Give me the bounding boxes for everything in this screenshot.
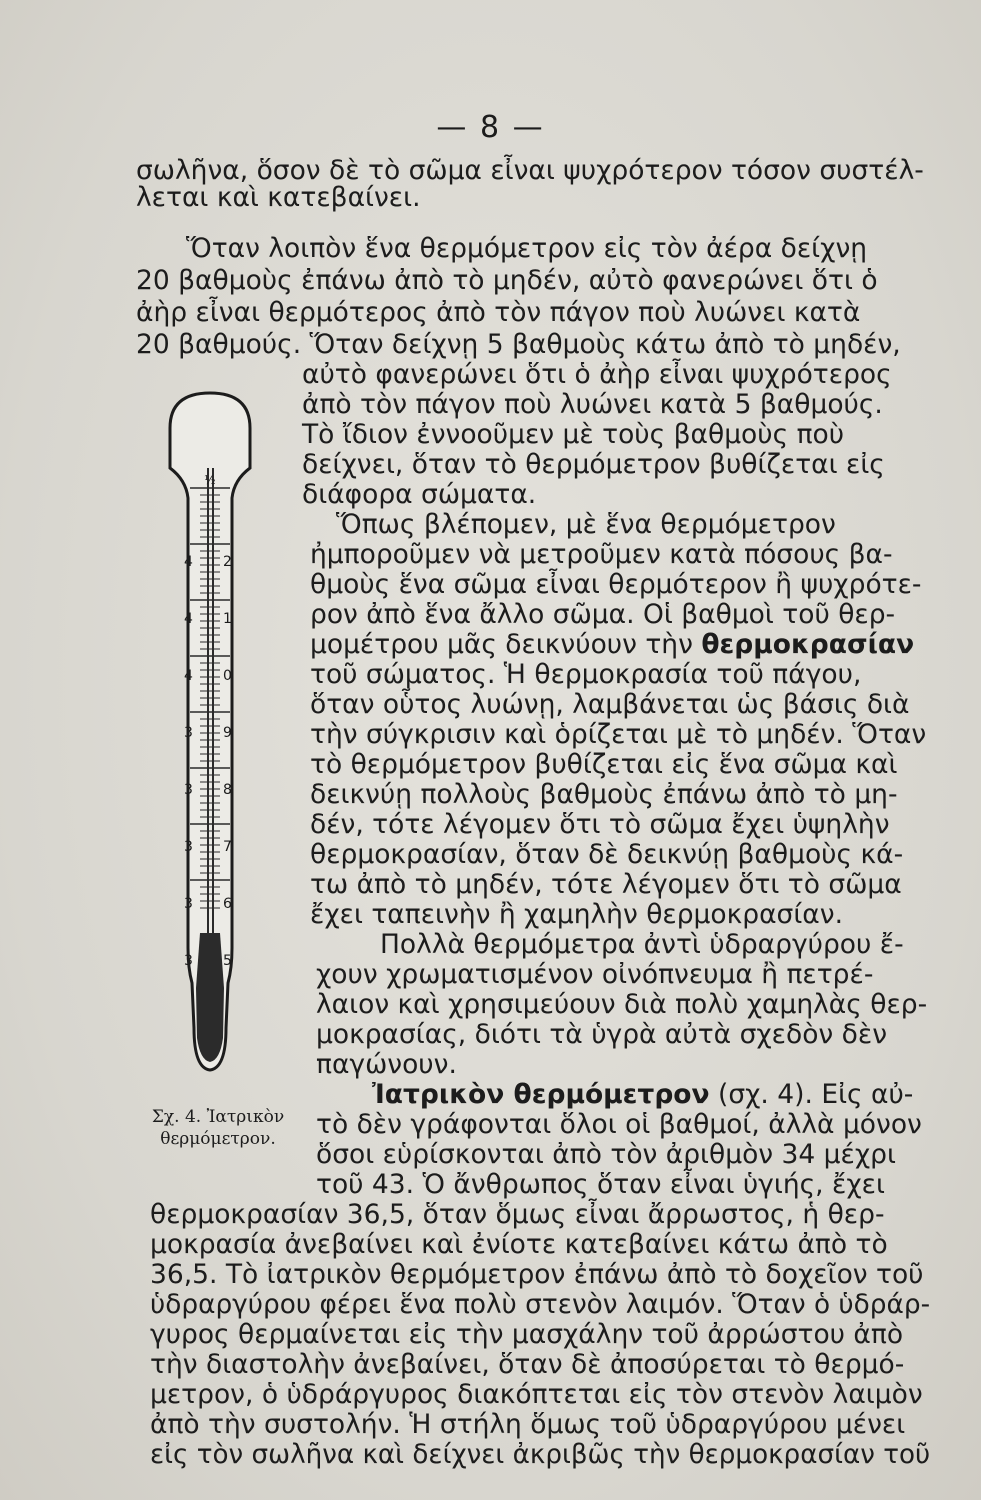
text-line bbox=[310, 869, 902, 900]
text-span: μετρον, ὁ ὑδράργυρος διακόπτεται εἰς τὸν στενὸν λαιμὸν bbox=[150, 1379, 923, 1410]
text-span: ἔχει ταπεινὴν ἢ χαμηλὴν θερμοκρασίαν. bbox=[310, 899, 843, 930]
text-line bbox=[186, 233, 868, 264]
text-line bbox=[310, 809, 890, 840]
text-span: μοκρασίας, διότι τὰ ὑγρὰ αὐτὰ σχεδὸν δὲν bbox=[316, 1019, 887, 1050]
text-span: 20 βαθμοὺς ἐπάνω ἀπὸ τὸ μηδέν, αὐτὸ φανερώνει ὅτι ὁ bbox=[136, 265, 878, 296]
text-span: 20 βαθμούς. Ὅταν δείχνῃ 5 βαθμοὺς κάτω ἀπὸ τὸ μηδέν, bbox=[136, 329, 901, 360]
text-line bbox=[302, 419, 845, 450]
text-line bbox=[316, 1139, 896, 1170]
text-line bbox=[316, 1049, 457, 1080]
text-span: δεικνύῃ πολλοὺς βαθμοὺς ἐπάνω ἀπὸ τὸ μη- bbox=[310, 779, 898, 810]
text-span: λεται καὶ κατεβαίνει. bbox=[136, 182, 421, 213]
scale-label-left: 3 bbox=[184, 725, 193, 741]
text-span: παγώνουν. bbox=[316, 1049, 457, 1080]
text-line bbox=[372, 1079, 914, 1110]
text-span: τὸ δὲν γράφονται ὅλοι οἱ βαθμοί, ἀλλὰ μόνον bbox=[316, 1109, 922, 1140]
figure-caption: Σχ. 4. Ἰατρικὸν θερμόμετρον. bbox=[151, 1107, 285, 1150]
text-line bbox=[150, 1379, 923, 1410]
text-span: ρον ἀπὸ ἕνα ἄλλο σῶμα. Οἱ βαθμοὶ τοῦ θερ- bbox=[310, 599, 896, 630]
scale-label-right: 2 bbox=[223, 554, 232, 570]
text-span: γυρος θερμαίνεται εἰς τὴν μασχάλην τοῦ ἀρρώστου ἀπὸ bbox=[150, 1319, 904, 1350]
text-line bbox=[336, 509, 836, 540]
text-line bbox=[316, 1019, 887, 1050]
text-line bbox=[302, 359, 892, 390]
text-span: λαιον καὶ χρησιμεύουν διὰ πολὺ χαμηλὰς θερ- bbox=[316, 989, 928, 1020]
scale-label-left: 3 bbox=[184, 782, 193, 798]
text-line bbox=[302, 479, 537, 510]
text-span: εἰς τὸν σωλῆνα καὶ δείχνει ἀκριβῶς τὴν θερμοκρασίαν τοῦ bbox=[150, 1439, 931, 1470]
text-line bbox=[302, 389, 883, 420]
text-line bbox=[150, 1439, 931, 1470]
text-span: θερμοκρασίαν, ὅταν δὲ δεικνύῃ βαθμοὺς κά- bbox=[310, 839, 904, 870]
text-span: Ὅταν λοιπὸν ἕνα θερμόμετρον εἰς τὸν ἀέρα δείχνῃ bbox=[186, 233, 868, 264]
scale-label-right: 8 bbox=[223, 782, 232, 798]
scale-label-right: 7 bbox=[223, 839, 232, 855]
text-line bbox=[150, 1199, 885, 1230]
text-line bbox=[136, 297, 861, 328]
scale-label-right: 9 bbox=[223, 725, 232, 741]
text-line bbox=[150, 1409, 906, 1440]
bold-term: θερμοκρασίαν bbox=[701, 629, 915, 660]
scale-label-left: 4 bbox=[184, 554, 193, 570]
text-line bbox=[316, 1169, 885, 1200]
text-span: τὴν διαστολὴν ἀνεβαίνει, ὅταν δὲ ἀποσύρεται τὸ θερμό- bbox=[150, 1349, 905, 1380]
text-span: τω ἀπὸ τὸ μηδέν, τότε λέγομεν ὅτι τὸ σῶμα bbox=[310, 869, 902, 900]
text-line bbox=[310, 719, 927, 750]
text-span: τοῦ 43. Ὁ ἄνθρωπος ὅταν εἶναι ὑγιής, ἔχει bbox=[316, 1169, 885, 1200]
text-line bbox=[380, 929, 904, 960]
scale-label-right: 0 bbox=[223, 668, 232, 684]
text-line bbox=[150, 1289, 931, 1320]
scale-label-right: 5 bbox=[223, 953, 232, 969]
scale-label-right: 6 bbox=[223, 896, 232, 912]
text-line bbox=[310, 749, 898, 780]
text-line bbox=[150, 1229, 888, 1260]
text-span: ὅταν οὗτος λυώνῃ, λαμβάνεται ὡς βάσις διὰ bbox=[310, 689, 910, 720]
text-line bbox=[316, 959, 874, 990]
text-span: θερμοκρασίαν 36,5, ὅταν ὅμως εἶναι ἄρρωστος, ἡ θερ- bbox=[150, 1199, 885, 1230]
text-span: δέν, τότε λέγομεν ὅτι τὸ σῶμα ἔχει ὑψηλὴν bbox=[310, 809, 890, 840]
text-line bbox=[136, 265, 878, 296]
text-line bbox=[150, 1319, 904, 1350]
text-span: σωλῆνα, ὅσον δὲ τὸ σῶμα εἶναι ψυχρότερον τόσον συστέλ- bbox=[136, 155, 924, 186]
bold-term: Ἰατρικὸν θερμόμετρον bbox=[372, 1079, 710, 1110]
text-span: ὅσοι εὑρίσκονται ἀπὸ τὸν ἀριθμὸν 34 μέχρι bbox=[316, 1139, 896, 1170]
text-line bbox=[310, 539, 893, 570]
text-line bbox=[310, 899, 843, 930]
text-line bbox=[310, 839, 904, 870]
text-line bbox=[150, 1349, 905, 1380]
scale-label-left: 4 bbox=[184, 668, 193, 684]
text-span: ἀπὸ τὴν συστολήν. Ἡ στήλη ὅμως τοῦ ὑδραργύρου μένει bbox=[150, 1409, 906, 1440]
medical-thermometer-figure bbox=[150, 388, 290, 1088]
text-span: αὐτὸ φανερώνει ὅτι ὁ ἀὴρ εἶναι ψυχρότερος bbox=[302, 359, 892, 390]
thermometer-top-mark: ½ bbox=[204, 473, 216, 487]
scale-label-left: 3 bbox=[184, 953, 193, 969]
text-span: Τὸ ἴδιον ἐννοοῦμεν μὲ τοὺς βαθμοὺς ποὺ bbox=[302, 419, 845, 450]
text-line bbox=[302, 449, 885, 480]
text-span: τὸ θερμόμετρον βυθίζεται εἰς ἕνα σῶμα καὶ bbox=[310, 749, 898, 780]
text-line bbox=[316, 1109, 922, 1140]
text-span: θμοὺς ἕνα σῶμα εἶναι θερμότερον ἢ ψυχρότε- bbox=[310, 569, 922, 600]
text-span: Ὅπως βλέπομεν, μὲ ἕνα θερμόμετρον bbox=[336, 509, 836, 540]
scale-label-right: 1 bbox=[223, 611, 232, 627]
text-line bbox=[136, 155, 924, 186]
text-line bbox=[310, 779, 898, 810]
text-span: τὴν σύγκρισιν καὶ ὁρίζεται μὲ τὸ μηδέν. Ὅταν bbox=[310, 719, 927, 750]
text-span: ἀὴρ εἶναι θερμότερος ἀπὸ τὸν πάγον ποὺ λυώνει κατὰ bbox=[136, 297, 861, 328]
text-line bbox=[136, 182, 421, 213]
text-span: χουν χρωματισμένον οἰνόπνευμα ἢ πετρέ- bbox=[316, 959, 874, 990]
text-span: διάφορα σώματα. bbox=[302, 479, 537, 510]
text-span: μομέτρου μᾶς δεικνύουν τὴν bbox=[310, 629, 702, 660]
scale-label-left: 3 bbox=[184, 839, 193, 855]
text-line bbox=[310, 689, 910, 720]
text-span: ἀπὸ τὸν πάγον ποὺ λυώνει κατὰ 5 βαθμούς. bbox=[302, 389, 883, 420]
text-span: μοκρασία ἀνεβαίνει καὶ ἐνίοτε κατεβαίνει κάτω ἀπὸ τὸ bbox=[150, 1229, 888, 1260]
text-line bbox=[310, 659, 862, 690]
page-number: — 8 — bbox=[436, 110, 545, 145]
text-span: (σχ. 4). Εἰς αὐ- bbox=[709, 1079, 914, 1110]
scale-label-left: 4 bbox=[184, 611, 193, 627]
text-line bbox=[310, 569, 922, 600]
text-line bbox=[136, 329, 901, 360]
text-span: Πολλὰ θερμόμετρα ἀντὶ ὑδραργύρου ἔ- bbox=[380, 929, 904, 960]
text-span: 36,5. Τὸ ἰατρικὸν θερμόμετρον ἐπάνω ἀπὸ τὸ δοχεῖον τοῦ bbox=[150, 1259, 924, 1290]
text-span: ὑδραργύρου φέρει ἕνα πολὺ στενὸν λαιμόν. Ὅταν ὁ ὑδράρ- bbox=[150, 1289, 931, 1320]
mercury-bulb bbox=[196, 933, 224, 1062]
text-span: ἠμποροῦμεν νὰ μετροῦμεν κατὰ πόσους βα- bbox=[310, 539, 893, 570]
text-line bbox=[310, 599, 896, 630]
text-line bbox=[316, 989, 928, 1020]
text-span: δείχνει, ὅταν τὸ θερμόμετρον βυθίζεται εἰς bbox=[302, 449, 885, 480]
scale-label-left: 3 bbox=[184, 896, 193, 912]
text-span: τοῦ σώματος. Ἡ θερμοκρασία τοῦ πάγου, bbox=[310, 659, 862, 690]
text-line bbox=[150, 1259, 924, 1290]
text-line bbox=[310, 629, 915, 660]
